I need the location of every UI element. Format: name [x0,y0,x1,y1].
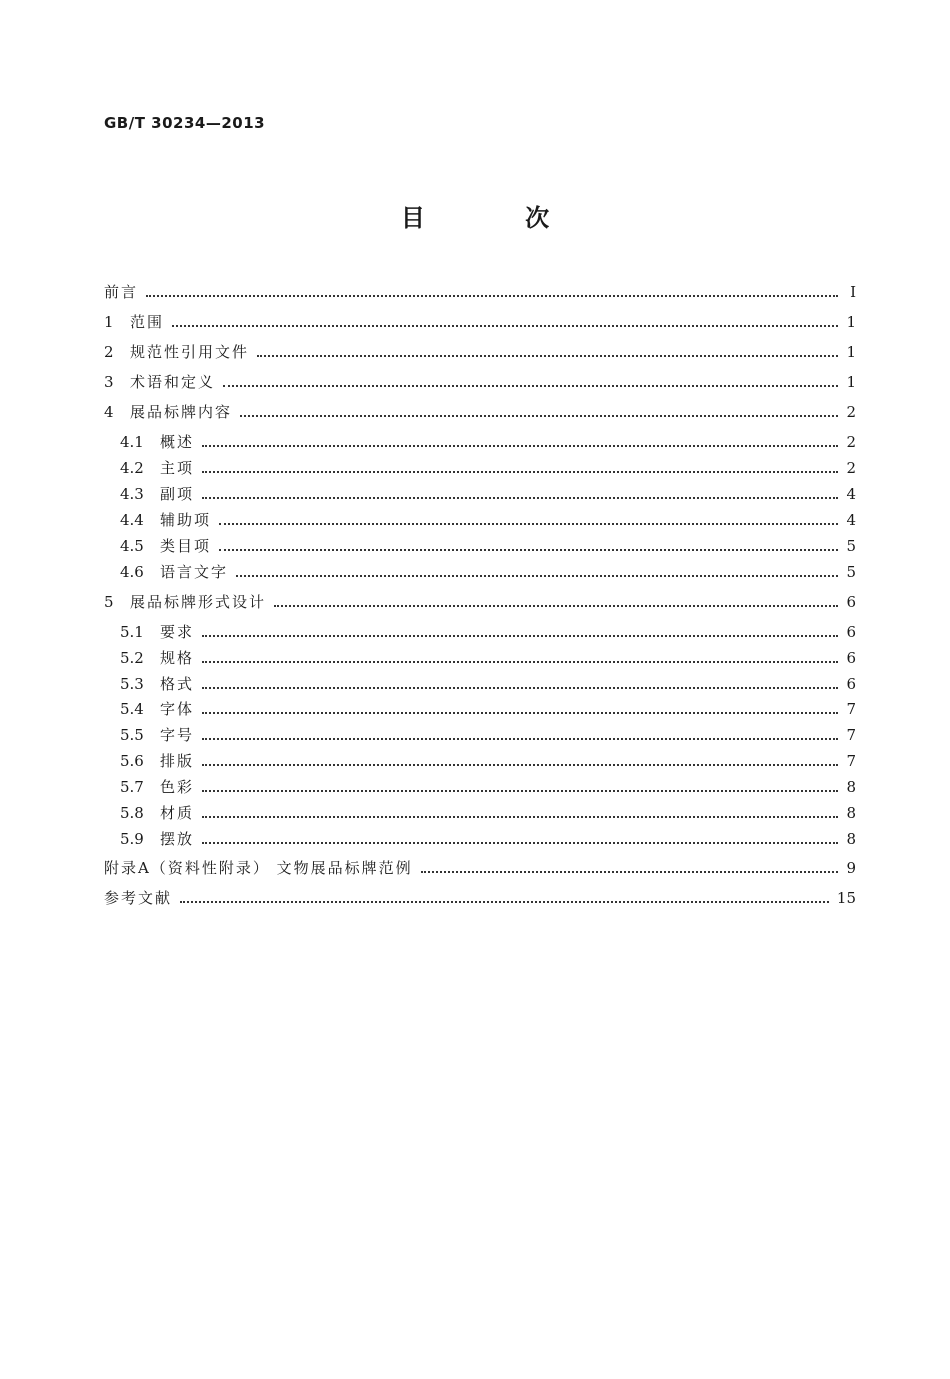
toc-entry-number: 4.3 [120,485,144,503]
toc-entry-number: 5.9 [120,830,144,848]
toc-entry-number: 4.2 [120,459,144,477]
toc-entry[interactable] [120,509,856,531]
toc-entry-page: 1 [846,373,856,391]
toc-entry-page: 6 [846,623,856,641]
toc-entry-title: 材质 [160,804,195,822]
toc-entry[interactable] [120,828,856,850]
toc-entry-page: 6 [846,649,856,667]
toc-entry[interactable] [120,698,856,720]
toc-entry-title: 要求 [160,623,195,641]
toc-entry[interactable] [104,341,856,363]
toc-entry[interactable] [120,776,856,798]
toc-dot-leader [257,354,838,357]
toc-entry-title: 排版 [160,752,195,770]
standard-code: GB/T 30234—2013 [104,114,266,132]
toc-dot-leader [421,870,838,873]
toc-entry-number: 5.2 [120,649,144,667]
toc-entry-title: 格式 [160,675,195,693]
toc-entry-title: 类目项 [160,537,212,555]
toc-entry-page: 1 [846,313,856,331]
toc-entry-number: 5.7 [120,778,144,796]
toc-entry[interactable] [120,647,856,669]
toc-dot-leader [202,686,838,689]
toc-entry-number: 5.1 [120,623,144,641]
toc-dot-leader [202,634,838,637]
toc-entry[interactable] [120,621,856,643]
toc-entry-number: 5.3 [120,675,144,693]
toc-dot-leader [219,522,838,525]
toc-entry-title: 展品标牌形式设计 [130,593,267,611]
toc-entry-page: 4 [846,485,856,503]
toc-dot-leader [202,737,838,740]
toc-entry[interactable] [104,311,856,333]
toc-entry-title: 辅助项 [160,511,212,529]
toc-dot-leader [219,548,838,551]
toc-entry-number: 1 [104,313,114,331]
toc-entry[interactable] [120,561,856,583]
toc-dot-leader [202,496,838,499]
toc-entry-page: 4 [846,511,856,529]
toc-dot-leader [172,324,838,327]
toc-dot-leader [274,604,838,607]
toc-dot-leader [202,841,838,844]
toc-entry-title: 术语和定义 [130,373,216,391]
toc-entry[interactable] [104,281,856,303]
toc-dot-leader [202,763,838,766]
toc-title: 目 次 [400,204,596,232]
toc-entry-page: 5 [846,563,856,581]
toc-entry-number: 5.4 [120,700,144,718]
toc-dot-leader [202,789,838,792]
toc-entry-title: 规格 [160,649,195,667]
toc-dot-leader [236,574,838,577]
toc-entry-page: 2 [846,403,856,421]
toc-entry-page: Ⅰ [850,283,856,301]
toc-entry-title: 展品标牌内容 [130,403,233,421]
toc-entry-title: 色彩 [160,778,195,796]
toc-entry-page: 2 [846,433,856,451]
toc-entry-number: 2 [104,343,114,361]
toc-entry-page: 7 [846,726,856,744]
toc-entry[interactable] [120,724,856,746]
toc-entry-title: 副项 [160,485,195,503]
toc-entry-title: 字号 [160,726,195,744]
toc-entry-title: 语言文字 [160,563,229,581]
toc-entry-page: 6 [846,593,856,611]
toc-entry[interactable] [120,457,856,479]
toc-dot-leader [202,444,838,447]
toc-dot-leader [240,414,838,417]
toc-entry-title: 摆放 [160,830,195,848]
toc-entry[interactable] [120,483,856,505]
toc-entry-title: 规范性引用文件 [130,343,250,361]
toc-entry-page: 8 [846,804,856,822]
toc-entry[interactable] [104,401,856,423]
toc-entry-number: 5.5 [120,726,144,744]
toc-entry[interactable] [120,431,856,453]
toc-entry-number: 5.6 [120,752,144,770]
toc-entry-page: 2 [846,459,856,477]
toc-entry-page: 8 [846,778,856,796]
toc-entry-number: 4.5 [120,537,144,555]
toc-entry-page: 5 [846,537,856,555]
toc-entry[interactable] [104,591,856,613]
toc-entry-title: 字体 [160,700,195,718]
toc-entry-number: 3 [104,373,114,391]
toc-entry-title: 概述 [160,433,195,451]
toc-entry-page: 15 [836,889,856,907]
toc-entry-title: 主项 [160,459,195,477]
toc-entry[interactable] [120,750,856,772]
toc-dot-leader [202,660,838,663]
toc-dot-leader [202,470,838,473]
toc-entry-page: 7 [846,700,856,718]
toc-entry[interactable] [104,887,856,909]
toc-entry-page: 9 [846,859,856,877]
toc-dot-leader [180,900,829,903]
toc-entry-page: 1 [846,343,856,361]
toc-entry-number: 5.8 [120,804,144,822]
toc-entry-number: 4 [104,403,114,421]
toc-entry-title: 附录A（资料性附录） 文物展品标牌范例 [104,859,413,877]
toc-dot-leader [202,815,838,818]
toc-entry[interactable] [104,371,856,393]
toc-entry-title: 参考文献 [104,889,173,907]
toc-entry[interactable] [120,535,856,557]
toc-entry[interactable] [120,802,856,824]
toc-dot-leader [146,294,838,297]
toc-entry-page: 6 [846,675,856,693]
toc-entry[interactable] [104,857,856,879]
toc-entry-title: 范围 [130,313,165,331]
toc-entry-title: 前言 [104,283,139,301]
toc-entry-number: 4.4 [120,511,144,529]
toc-entry[interactable] [120,673,856,695]
toc-entry-page: 8 [846,830,856,848]
toc-entry-page: 7 [846,752,856,770]
toc-entry-number: 4.1 [120,433,144,451]
toc-entry-number: 5 [104,593,114,611]
toc-dot-leader [223,384,838,387]
toc-entry-number: 4.6 [120,563,144,581]
toc-dot-leader [202,711,838,714]
